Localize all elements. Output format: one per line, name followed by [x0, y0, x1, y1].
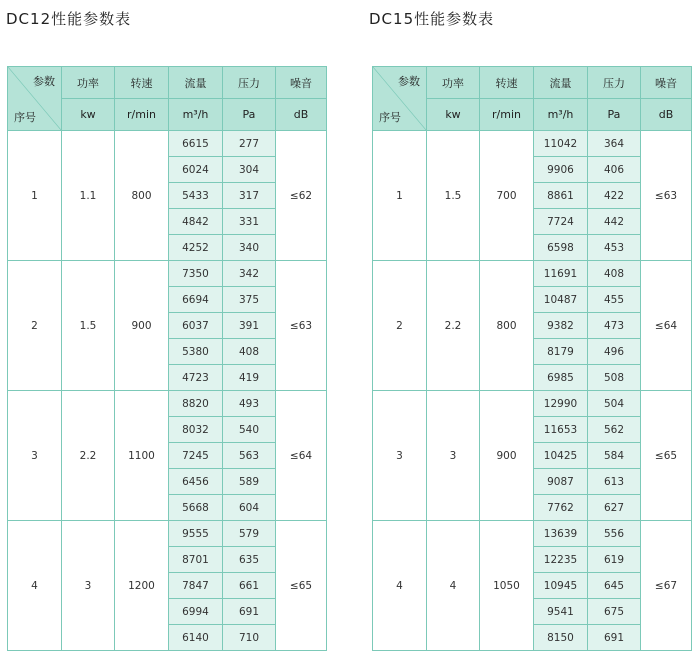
group-power: 2.2	[62, 391, 115, 521]
flow-value: 13639	[534, 521, 588, 547]
flow-value: 4252	[169, 235, 223, 261]
group-power: 3	[427, 391, 480, 521]
pressure-value: 508	[588, 365, 641, 391]
group-index: 4	[8, 521, 62, 651]
group-noise: ≤63	[641, 131, 692, 261]
pressure-value: 304	[223, 157, 276, 183]
flow-value: 12235	[534, 547, 588, 573]
pressure-value: 645	[588, 573, 641, 599]
pressure-value: 540	[223, 417, 276, 443]
header-flow: 流量	[169, 67, 223, 99]
group-index: 1	[373, 131, 427, 261]
flow-value: 9555	[169, 521, 223, 547]
header-row-labels	[8, 67, 327, 99]
pressure-value: 675	[588, 599, 641, 625]
flow-value: 11691	[534, 261, 588, 287]
flow-value: 9382	[534, 313, 588, 339]
flow-value: 10425	[534, 443, 588, 469]
flow-value: 5433	[169, 183, 223, 209]
pressure-value: 635	[223, 547, 276, 573]
table-row	[373, 521, 692, 547]
table-row	[373, 261, 692, 287]
flow-value: 9087	[534, 469, 588, 495]
pressure-value: 317	[223, 183, 276, 209]
header-pressure: 压力	[588, 67, 641, 99]
table-row	[8, 131, 327, 157]
group-speed: 800	[115, 131, 169, 261]
group-noise: ≤65	[641, 391, 692, 521]
flow-value: 6024	[169, 157, 223, 183]
pressure-value: 419	[223, 365, 276, 391]
pressure-value: 556	[588, 521, 641, 547]
group-speed: 800	[480, 261, 534, 391]
group-speed: 1100	[115, 391, 169, 521]
group-index: 2	[8, 261, 62, 391]
pressure-value: 493	[223, 391, 276, 417]
pressure-value: 504	[588, 391, 641, 417]
flow-value: 10945	[534, 573, 588, 599]
flow-value: 7724	[534, 209, 588, 235]
pressure-value: 342	[223, 261, 276, 287]
unit-speed: r/min	[480, 99, 534, 131]
header-corner-index: 序号	[379, 111, 401, 124]
pressure-value: 473	[588, 313, 641, 339]
unit-power: kw	[62, 99, 115, 131]
header-corner-cell	[373, 67, 427, 131]
group-noise: ≤65	[276, 521, 327, 651]
header-noise: 噪音	[641, 67, 692, 99]
pressure-value: 627	[588, 495, 641, 521]
pressure-value: 408	[223, 339, 276, 365]
group-noise: ≤62	[276, 131, 327, 261]
unit-power: kw	[427, 99, 480, 131]
flow-value: 6994	[169, 599, 223, 625]
performance-table-dc15	[372, 66, 691, 648]
flow-value: 4723	[169, 365, 223, 391]
flow-value: 8820	[169, 391, 223, 417]
pressure-value: 455	[588, 287, 641, 313]
table-title-dc15: DC15性能参数表	[369, 10, 495, 28]
group-power: 4	[427, 521, 480, 651]
flow-value: 9541	[534, 599, 588, 625]
flow-value: 8032	[169, 417, 223, 443]
pressure-value: 613	[588, 469, 641, 495]
flow-value: 7245	[169, 443, 223, 469]
flow-value: 8179	[534, 339, 588, 365]
flow-value: 8150	[534, 625, 588, 651]
header-corner-param: 参数	[33, 75, 55, 88]
table-row	[373, 391, 692, 417]
header-flow: 流量	[534, 67, 588, 99]
header-pressure: 压力	[223, 67, 276, 99]
pressure-value: 364	[588, 131, 641, 157]
header-corner-param: 参数	[398, 75, 420, 88]
group-power: 1.5	[427, 131, 480, 261]
flow-value: 6598	[534, 235, 588, 261]
table-row	[373, 131, 692, 157]
pressure-value: 375	[223, 287, 276, 313]
table-row	[8, 521, 327, 547]
header-noise: 噪音	[276, 67, 327, 99]
pressure-value: 562	[588, 417, 641, 443]
group-index: 1	[8, 131, 62, 261]
pressure-value: 589	[223, 469, 276, 495]
pressure-value: 277	[223, 131, 276, 157]
flow-value: 9906	[534, 157, 588, 183]
group-power: 1.1	[62, 131, 115, 261]
pressure-value: 604	[223, 495, 276, 521]
pressure-value: 340	[223, 235, 276, 261]
group-speed: 1050	[480, 521, 534, 651]
performance-table-dc12	[7, 66, 326, 648]
pressure-value: 331	[223, 209, 276, 235]
flow-value: 6615	[169, 131, 223, 157]
group-noise: ≤67	[641, 521, 692, 651]
flow-value: 8701	[169, 547, 223, 573]
flow-value: 10487	[534, 287, 588, 313]
pressure-value: 453	[588, 235, 641, 261]
pressure-value: 691	[588, 625, 641, 651]
pressure-value: 579	[223, 521, 276, 547]
flow-value: 6140	[169, 625, 223, 651]
unit-noise: dB	[641, 99, 692, 131]
unit-flow: m³/h	[534, 99, 588, 131]
table-row	[8, 261, 327, 287]
header-speed: 转速	[480, 67, 534, 99]
group-power: 1.5	[62, 261, 115, 391]
flow-value: 11042	[534, 131, 588, 157]
table-title-dc12: DC12性能参数表	[6, 10, 132, 28]
pressure-value: 563	[223, 443, 276, 469]
header-corner-index: 序号	[14, 111, 36, 124]
pressure-value: 661	[223, 573, 276, 599]
flow-value: 7350	[169, 261, 223, 287]
pressure-value: 691	[223, 599, 276, 625]
pressure-value: 406	[588, 157, 641, 183]
flow-value: 11653	[534, 417, 588, 443]
header-power: 功率	[62, 67, 115, 99]
pressure-value: 496	[588, 339, 641, 365]
unit-pressure: Pa	[223, 99, 276, 131]
unit-flow: m³/h	[169, 99, 223, 131]
unit-noise: dB	[276, 99, 327, 131]
pressure-value: 442	[588, 209, 641, 235]
pressure-value: 408	[588, 261, 641, 287]
header-row-labels	[373, 67, 692, 99]
group-index: 4	[373, 521, 427, 651]
pressure-value: 619	[588, 547, 641, 573]
group-noise: ≤63	[276, 261, 327, 391]
pressure-value: 422	[588, 183, 641, 209]
flow-value: 7762	[534, 495, 588, 521]
flow-value: 6456	[169, 469, 223, 495]
flow-value: 8861	[534, 183, 588, 209]
header-power: 功率	[427, 67, 480, 99]
group-noise: ≤64	[276, 391, 327, 521]
group-index: 3	[8, 391, 62, 521]
group-power: 3	[62, 521, 115, 651]
group-speed: 900	[115, 261, 169, 391]
flow-value: 6037	[169, 313, 223, 339]
header-speed: 转速	[115, 67, 169, 99]
group-index: 2	[373, 261, 427, 391]
flow-value: 4842	[169, 209, 223, 235]
pressure-value: 584	[588, 443, 641, 469]
pressure-value: 710	[223, 625, 276, 651]
flow-value: 7847	[169, 573, 223, 599]
flow-value: 5668	[169, 495, 223, 521]
pressure-value: 391	[223, 313, 276, 339]
group-speed: 900	[480, 391, 534, 521]
group-index: 3	[373, 391, 427, 521]
group-speed: 1200	[115, 521, 169, 651]
flow-value: 6985	[534, 365, 588, 391]
flow-value: 12990	[534, 391, 588, 417]
group-noise: ≤64	[641, 261, 692, 391]
unit-pressure: Pa	[588, 99, 641, 131]
table-row	[8, 391, 327, 417]
group-speed: 700	[480, 131, 534, 261]
flow-value: 5380	[169, 339, 223, 365]
group-power: 2.2	[427, 261, 480, 391]
unit-speed: r/min	[115, 99, 169, 131]
header-corner-cell	[8, 67, 62, 131]
flow-value: 6694	[169, 287, 223, 313]
